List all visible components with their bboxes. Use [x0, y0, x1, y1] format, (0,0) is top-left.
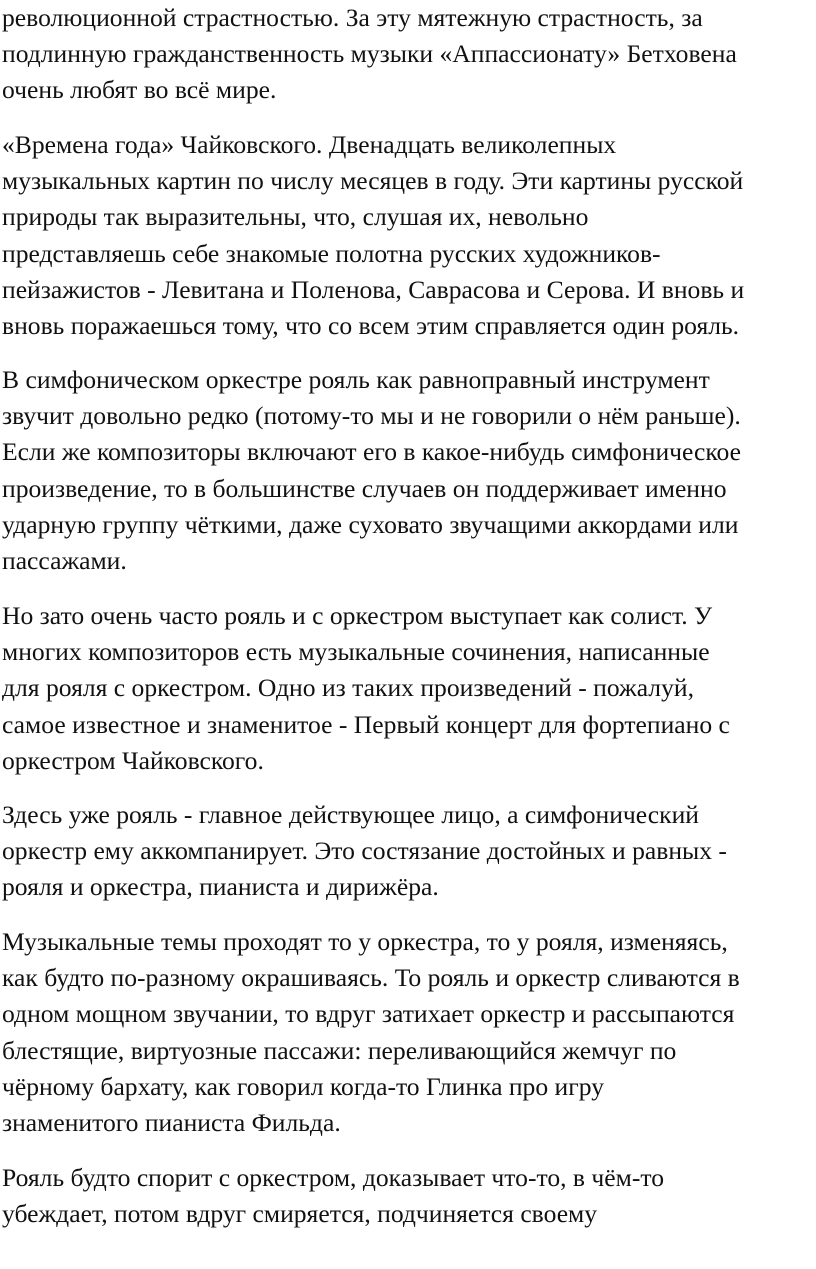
text-line: музыкальных картин по числу месяцев в году. Эти картины русской	[2, 166, 744, 196]
text-line: Если же композиторы включают его в какое-нибудь симфоническое	[2, 437, 741, 467]
text-line: блестящие, виртуозные пассажи: переливающийся жемчуг по	[2, 1035, 677, 1065]
paragraph	[2, 362, 741, 579]
text-line: В симфоническом оркестре рояль как равноправный инструмент	[2, 365, 710, 394]
text-line: как будто по-разному окрашиваясь. То рояль и оркестр сливаются в	[2, 963, 740, 993]
text-line: ударную группу чёткими, даже суховато звучащими аккордами или	[2, 509, 739, 539]
paragraph	[2, 598, 730, 779]
paragraph	[2, 924, 740, 1141]
text-line: для рояля с оркестром. Одно из таких произведений - пожалуй,	[2, 673, 694, 703]
text-line: многих композиторов есть музыкальные сочинения, написанные	[2, 637, 710, 667]
text-line: Но зато очень часто рояль и с оркестром выступает как солист. У	[2, 601, 713, 630]
text-line: Здесь уже рояль - главное действующее лицо, а симфонический	[2, 800, 699, 829]
text-line: одном мощном звучании, то вдруг затихает оркестр и рассыпаются	[2, 999, 735, 1029]
text-line: «Времена года» Чайковского. Двенадцать великолепных	[2, 130, 617, 159]
text-line: самое известное и знаменитое - Первый концерт для фортепиано с	[2, 709, 730, 739]
text-line: рояля и оркестра, пианиста и дирижёра.	[2, 872, 439, 902]
paragraph	[2, 1160, 664, 1232]
paragraph	[2, 797, 727, 906]
text-line: звучит довольно редко (потому-то мы и не говорили о нём раньше).	[2, 401, 741, 431]
text-line: подлинную гражданственность музыки «Аппассионату» Бетховена	[2, 39, 737, 69]
text-line: природы так выразительны, что, слушая их, невольно	[2, 202, 589, 232]
text-line: вновь поражаешься тому, что со всем этим справляется один рояль.	[2, 310, 740, 340]
text-line: чёрному бархату, как говорил когда-то Глинка про игру	[2, 1071, 604, 1101]
text-line: произведение, то в большинстве случаев он поддерживает именно	[2, 473, 727, 503]
text-line: революционной страстностью. За эту мятежную страстность, за	[2, 3, 703, 32]
text-line: представляешь себе знакомые полотна русских художников-	[2, 238, 661, 268]
paragraph	[2, 127, 744, 344]
text-line: оркестром Чайковского.	[2, 745, 264, 775]
text-line: оркестр ему аккомпанирует. Это состязание достойных и равных -	[2, 836, 727, 866]
text-line: знаменитого пианиста Фильда.	[2, 1107, 341, 1137]
paragraph	[2, 0, 737, 109]
text-line: убеждает, потом вдруг смиряется, подчиняется своему	[2, 1199, 598, 1229]
text-line: Музыкальные темы проходят то у оркестра, то у рояля, изменяясь,	[2, 927, 728, 956]
text-line: пассажами.	[2, 545, 127, 575]
text-line: Рояль будто спорит с оркестром, доказывает что-то, в чём-то	[2, 1163, 664, 1192]
text-line: очень любят во всё мире.	[2, 75, 277, 105]
text-line: пейзажистов - Левитана и Поленова, Саврасова и Серова. И вновь и	[2, 274, 745, 304]
